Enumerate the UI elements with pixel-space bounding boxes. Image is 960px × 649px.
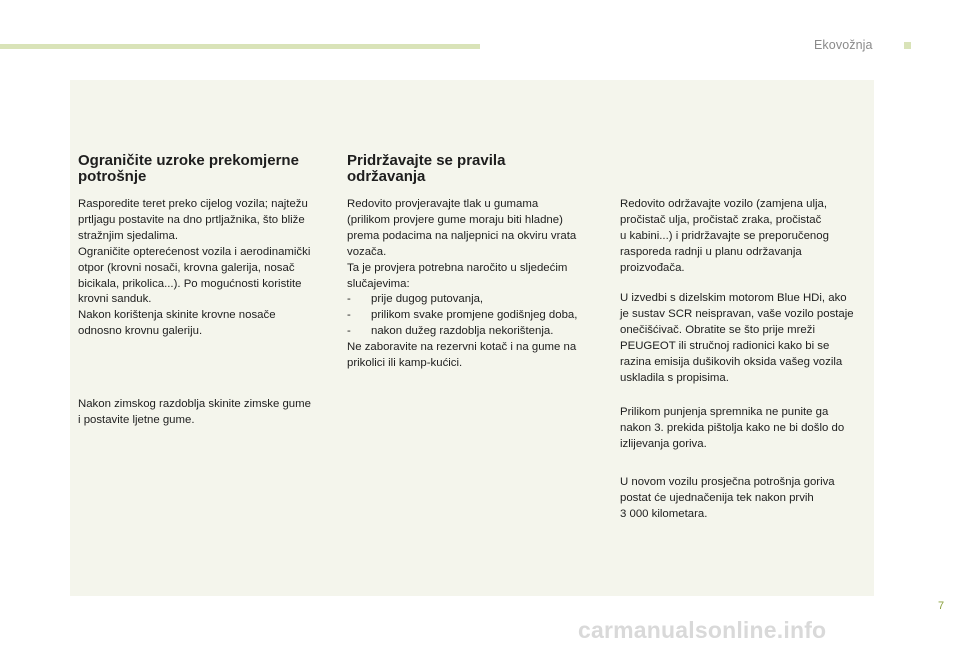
text-line: stražnjim sjedalima. [78,229,179,242]
heading-consumption [78,153,299,185]
text-line: onečišćivač. Obratite se što prije mreži [620,323,815,336]
text-line: uskladila s propisima. [620,371,729,384]
list-item-text: prilikom svake promjene godišnjeg doba, [371,308,578,321]
scr-system-paragraph [620,291,854,386]
text-line: i postavite ljetne gume. [78,413,195,426]
list-dash: - [347,293,351,305]
heading-maintenance-line1: Pridržavajte se pravila [347,152,506,169]
text-line: izlijevanja goriva. [620,437,707,450]
list-item [347,308,577,324]
section-marker [904,42,911,49]
text-line: u kabini...) i pridržavajte se preporučenog [620,229,829,242]
text-line: slučajevima: [347,277,410,290]
heading-consumption-line2: potrošnje [78,168,147,185]
list-item [347,324,577,340]
refuelling-paragraph [620,405,844,453]
text-line: Redovito provjeravajte tlak u gumama [347,198,539,210]
text-line: Ta je provjera potrebna naročito u sljedećim [347,261,568,274]
list-dash: - [347,324,351,337]
text-line: prikolici ili kamp-kućici. [347,356,463,369]
section-title: Ekovožnja [814,38,873,52]
text-line: odnosno krovnu galeriju. [78,325,203,338]
text-line: U izvedbi s dizelskim motorom Blue HDi, ako [620,292,847,304]
text-line: Rasporedite teret preko cijelog vozila; najtežu [78,198,308,210]
text-line: razina emisija dušikovih oksida vašeg vozila [620,355,843,368]
text-line: PEUGEOT ili stručnoj radionici kako bi se [620,339,830,352]
tyre-pressure-paragraph [347,197,576,292]
text-line: postat će ujednačenija tek nakon prvih [620,491,814,504]
list-dash: - [347,308,351,321]
text-line: je sustav SCR neispravan, vaše vozilo postaje [620,307,854,320]
heading-maintenance-line2: održavanja [347,168,426,185]
text-line: bicikala, prikolica...). Po mogućnosti koristite [78,277,302,290]
text-line: krovni sanduk. [78,293,152,306]
list-item-text: nakon dužeg razdoblja nekorištenja. [371,324,554,337]
text-line: Nakon korištenja skinite krovne nosače [78,309,276,322]
text-line: Redovito održavajte vozilo (zamjena ulja, [620,198,828,210]
text-line: prema podacima na naljepnici na okviru vrata [347,229,577,242]
text-line: Nakon zimskog razdoblja skinite zimske gume [78,398,311,410]
text-line: rasporeda radnji u planu održavanja [620,245,802,258]
text-line: otpor (krovni nosači, krovna galerija, nosač [78,261,295,274]
text-line: (prilikom provjere gume moraju biti hladne) [347,213,563,226]
page-number: 7 [938,600,945,612]
text-line: 3 000 kilometara. [620,507,708,520]
list-item-text: prije dugog putovanja, [371,293,484,305]
new-vehicle-paragraph [620,475,835,523]
text-line: U novom vozilu prosječna potrošnja goriva [620,476,835,488]
tyre-check-list [347,292,577,340]
load-advice-paragraph [78,197,310,340]
text-line: nakon 3. prekida pištolja kako ne bi došlo do [620,421,845,434]
heading-consumption-line1: Ograničite uzroke prekomjerne [78,152,299,169]
spare-wheel-paragraph [347,340,576,372]
text-line: Prilikom punjenja spremnika ne punite ga [620,406,829,418]
list-item [347,292,577,308]
text-line: prtljagu postavite na dno prtljažnika, što bliže [78,213,305,226]
text-line: Ne zaboravite na rezervni kotač i na gume na [347,341,577,353]
text-line: vozača. [347,245,387,258]
winter-tyres-paragraph [78,397,311,429]
header-accent-bar [0,44,480,49]
text-line: pročistač ulja, pročistač zraka, pročistač [620,213,822,226]
text-line: Ograničite opterećenost vozila i aerodinamički [78,245,311,258]
text-line: proizvođača. [620,261,685,274]
watermark: carmanualsonline.info [578,617,827,643]
service-schedule-paragraph [620,197,829,277]
heading-maintenance [347,153,505,185]
